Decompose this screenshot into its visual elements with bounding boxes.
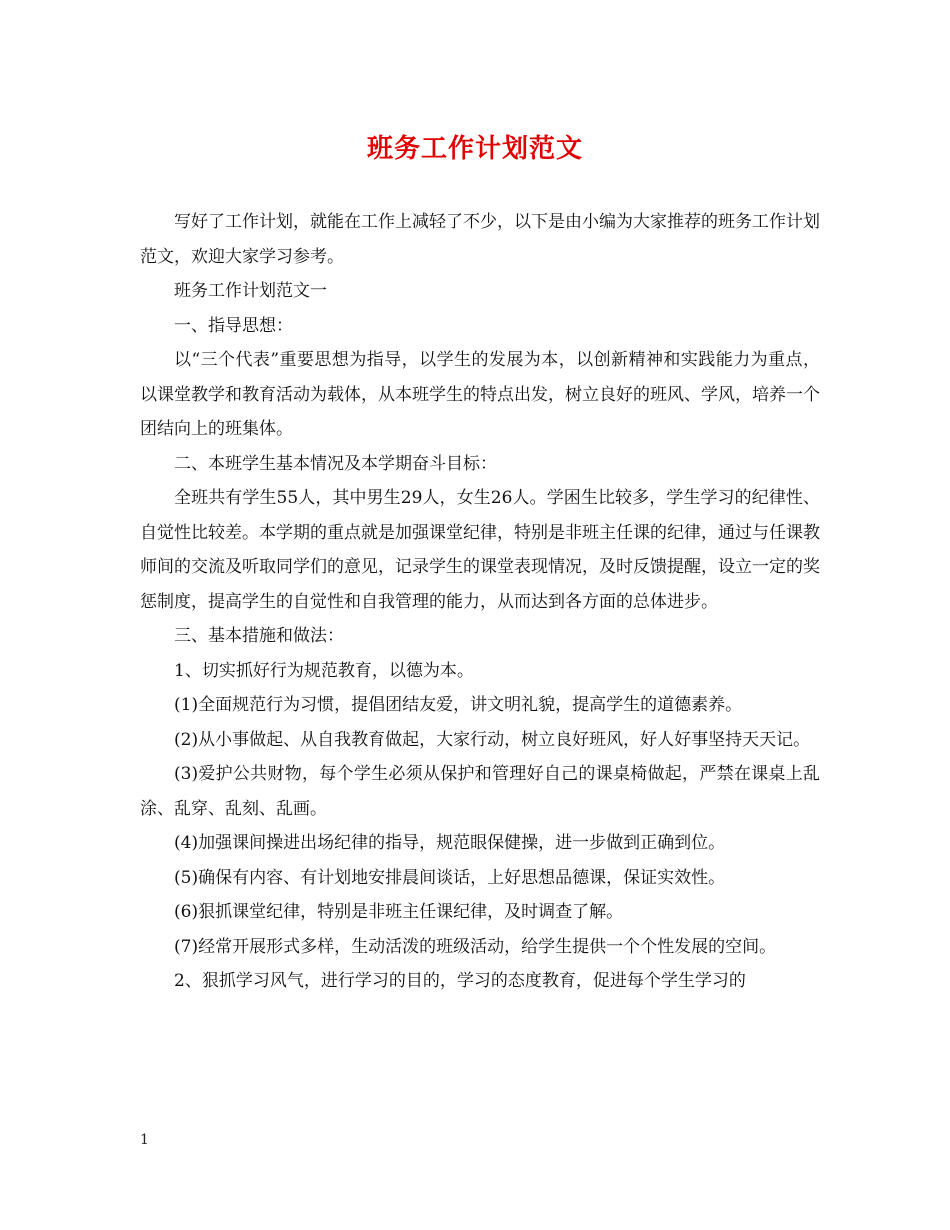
section-heading-sample-one: 班务工作计划范文一	[174, 281, 327, 301]
list-item-2: 2、狠抓学习风气，进行学习的目的，学习的态度教育，促进每个学生学习的	[174, 971, 746, 991]
heading-class-situation: 二、本班学生基本情况及本学期奋斗目标：	[174, 453, 497, 474]
list-item-1-1: (1)全面规范行为习惯，提倡团结友爱，讲文明礼貌，提高学生的道德素养。	[174, 695, 743, 715]
list-item-1-5: (5)确保有内容、有计划地安排晨间谈话，上好思想品德课，保证实效性。	[174, 867, 726, 888]
list-item-1: 1、切实抓好行为规范教育，以德为本。	[174, 660, 474, 681]
page-number: 1	[140, 1132, 149, 1148]
heading-guiding-ideology: 一、指导思想：	[174, 315, 293, 336]
list-item-1-6: (6)狠抓课堂纪律，特别是非班主任课纪律，及时调查了解。	[174, 902, 624, 922]
paragraph-class-situation: 全班共有学生55人，其中男生29人，女生26人。学困生比较多，学生学习的纪律性、自觉性比较差。本学期的重点就是加强课堂纪律，特别是非班主任课的纪律，通过与任课教师间的交流及听取同学们的意见，记录学生的课堂表现情况，及时反馈提醒，设立一定的奖惩制度，提高学生的自觉性和自我管理的能力，从而达到各方面的总体进步。	[140, 488, 820, 612]
heading-measures: 三、基本措施和做法：	[174, 626, 344, 646]
list-item-1-2: (2)从小事做起、从自我教育做起，大家行动，树立良好班风，好人好事坚持天天记。	[174, 729, 811, 750]
list-item-1-7: (7)经常开展形式多样，生动活泼的班级活动，给学生提供一个个性发展的空间。	[174, 936, 777, 957]
document-body	[140, 205, 820, 999]
document-title: 班务工作计划范文	[366, 134, 583, 164]
list-item-1-3: (3)爱护公共财物，每个学生必须从保护和管理好自己的课桌椅做起，严禁在课桌上乱涂、乱穿、乱刻、乱画。	[140, 764, 820, 819]
intro-paragraph: 写好了工作计划，就能在工作上减轻了不少，以下是由小编为大家推荐的班务工作计划范文，欢迎大家学习参考。	[140, 212, 820, 267]
paragraph-guiding-ideology: 以“三个代表”重要思想为指导，以学生的发展为本，以创新精神和实践能力为重点，以课堂教学和教育活动为载体，从本班学生的特点出发，树立良好的班风、学风，培养一个团结向上的班集体。	[140, 350, 820, 439]
list-item-1-4: (4)加强课间操进出场纪律的指导，规范眼保健操，进一步做到正确到位。	[174, 833, 726, 853]
